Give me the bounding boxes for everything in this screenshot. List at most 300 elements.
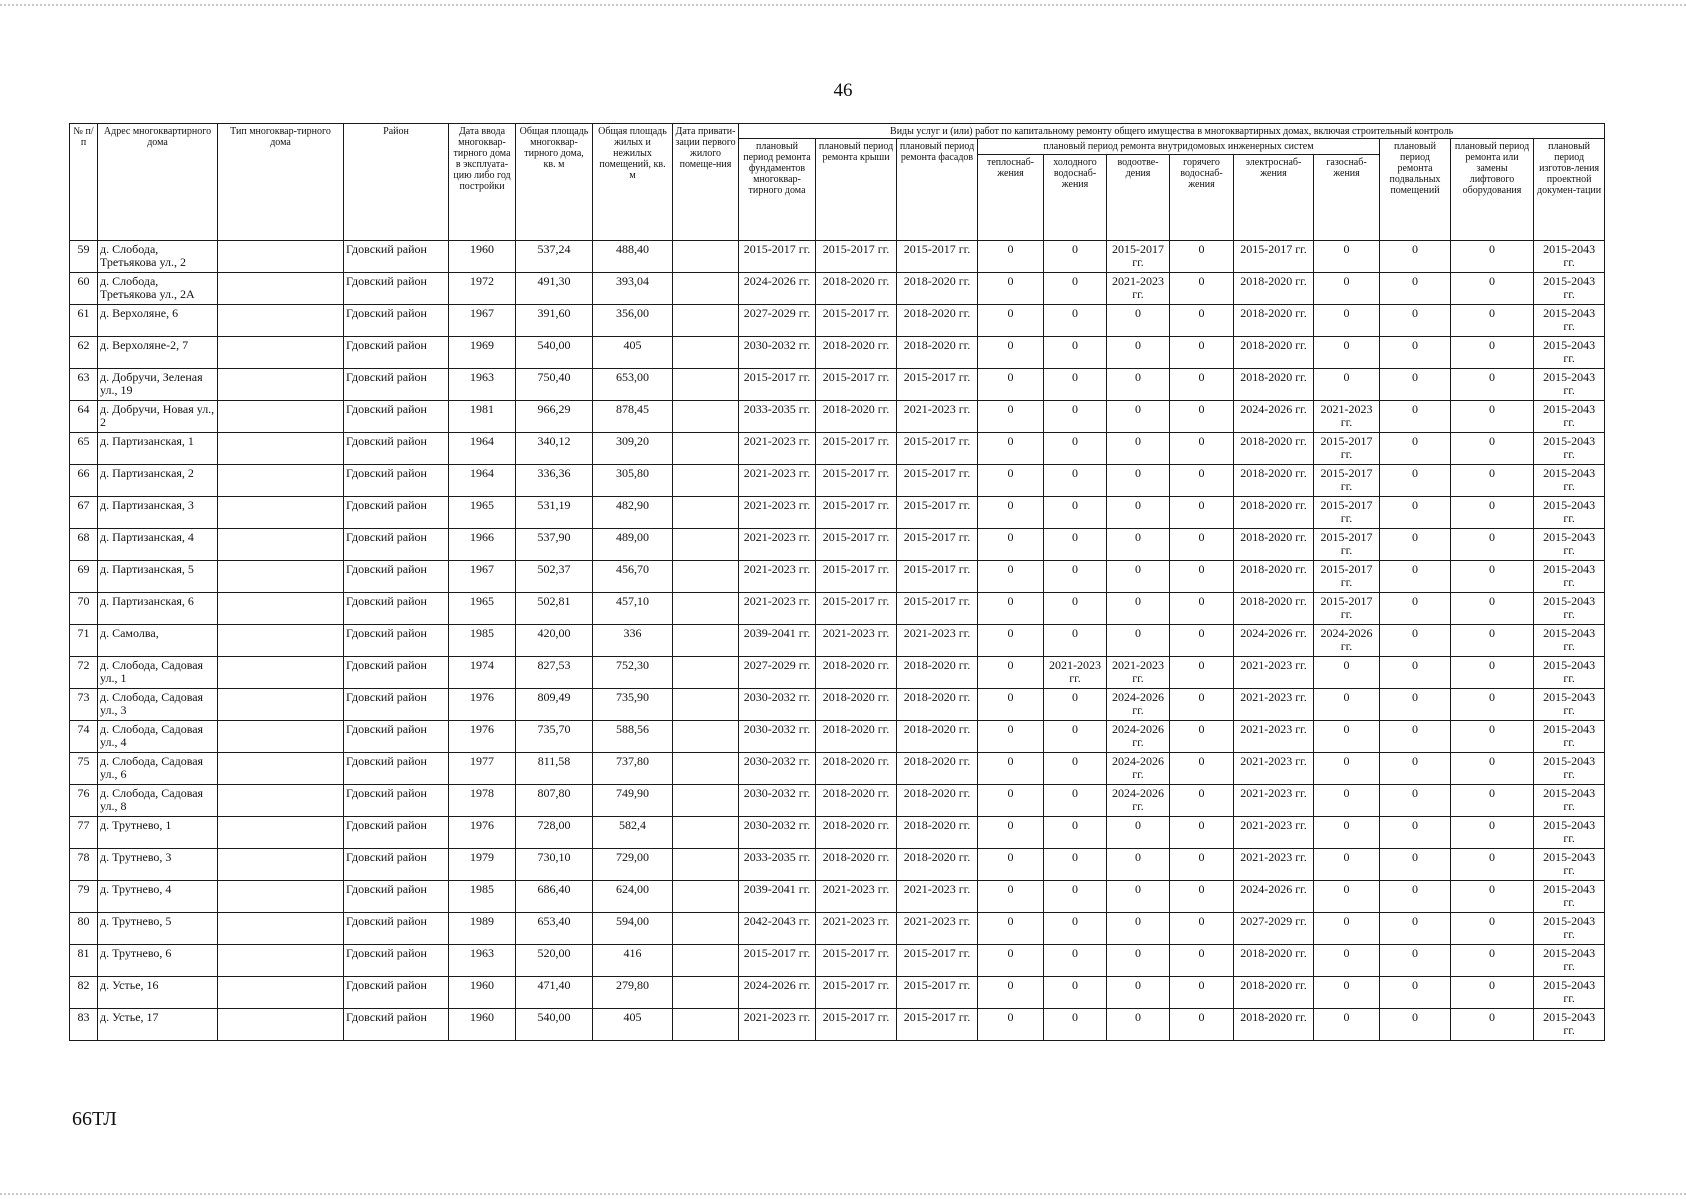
cell-district: Гдовский район [344,529,449,561]
cell-electric: 2021-2023 гг. [1234,753,1314,785]
header-foundation: плановый период ремонта фундаментов многоквар-тирного дома [739,139,816,241]
cell-privatization [673,529,739,561]
cell-elevator: 0 [1451,753,1534,785]
cell-address: д. Трутнево, 3 [98,849,218,881]
cell-elevator: 0 [1451,817,1534,849]
cell-roof: 2021-2023 гг. [816,881,897,913]
cell-year: 1974 [449,657,516,689]
cell-roof: 2018-2020 гг. [816,273,897,305]
cell-basement: 0 [1380,305,1451,337]
cell-basement: 0 [1380,689,1451,721]
cell-roof: 2018-2020 гг. [816,657,897,689]
cell-district: Гдовский район [344,753,449,785]
cell-living-area: 405 [593,1009,673,1041]
cell-heat: 0 [978,497,1044,529]
cell-basement: 0 [1380,753,1451,785]
cell-total-area: 686,40 [516,881,593,913]
cell-year: 1967 [449,561,516,593]
table-row [70,689,1605,721]
cell-drainage: 2015-2017 гг. [1107,241,1170,273]
cell-gas: 0 [1314,369,1380,401]
cell-foundation: 2027-2029 гг. [739,305,816,337]
cell-gas: 0 [1314,785,1380,817]
cell-facade: 2021-2023 гг. [897,401,978,433]
cell-basement: 0 [1380,881,1451,913]
cell-gas: 0 [1314,241,1380,273]
cell-house-type [218,529,344,561]
cell-house-type [218,721,344,753]
header-district: Район [344,124,449,241]
cell-foundation: 2030-2032 гг. [739,689,816,721]
cell-roof: 2015-2017 гг. [816,465,897,497]
cell-facade: 2015-2017 гг. [897,529,978,561]
cell-drainage: 2024-2026 гг. [1107,721,1170,753]
cell-total-area: 336,36 [516,465,593,497]
cell-year: 1967 [449,305,516,337]
cell-living-area: 488,40 [593,241,673,273]
cell-house-type [218,337,344,369]
cell-heat: 0 [978,1009,1044,1041]
cell-facade: 2018-2020 гг. [897,689,978,721]
cell-total-area: 827,53 [516,657,593,689]
cell-facade: 2015-2017 гг. [897,561,978,593]
cell-design-docs: 2015-2043 гг. [1534,657,1605,689]
header-hot-water: горячего водоснаб-жения [1170,155,1234,241]
cell-total-area: 391,60 [516,305,593,337]
cell-heat: 0 [978,433,1044,465]
cell-hot-water: 0 [1170,753,1234,785]
cell-hot-water: 0 [1170,977,1234,1009]
cell-year: 1964 [449,465,516,497]
cell-house-type [218,1009,344,1041]
cell-heat: 0 [978,337,1044,369]
cell-address: д. Самолва, [98,625,218,657]
cell-house-type [218,881,344,913]
cell-privatization [673,689,739,721]
cell-district: Гдовский район [344,689,449,721]
cell-address: д. Слобода, Садовая ул., 6 [98,753,218,785]
cell-address: д. Добручи, Новая ул., 2 [98,401,218,433]
cell-drainage: 2021-2023 гг. [1107,273,1170,305]
cell-design-docs: 2015-2043 гг. [1534,1009,1605,1041]
cell-heat: 0 [978,401,1044,433]
cell-year: 1966 [449,529,516,561]
table-row [70,785,1605,817]
cell-elevator: 0 [1451,785,1534,817]
cell-cold-water: 0 [1044,913,1107,945]
cell-total-area: 735,70 [516,721,593,753]
cell-address: д. Партизанская, 5 [98,561,218,593]
cell-gas: 2015-2017 гг. [1314,433,1380,465]
cell-privatization [673,433,739,465]
cell-gas: 0 [1314,305,1380,337]
cell-privatization [673,785,739,817]
cell-electric: 2018-2020 гг. [1234,433,1314,465]
cell-total-area: 653,40 [516,913,593,945]
cell-gas: 0 [1314,689,1380,721]
cell-hot-water: 0 [1170,401,1234,433]
cell-district: Гдовский район [344,241,449,273]
cell-foundation: 2015-2017 гг. [739,945,816,977]
cell-year: 1965 [449,593,516,625]
cell-privatization [673,273,739,305]
cell-foundation: 2030-2032 гг. [739,785,816,817]
cell-elevator: 0 [1451,721,1534,753]
cell-drainage: 0 [1107,593,1170,625]
cell-privatization [673,945,739,977]
cell-privatization [673,849,739,881]
cell-hot-water: 0 [1170,241,1234,273]
cell-design-docs: 2015-2043 гг. [1534,817,1605,849]
cell-electric: 2018-2020 гг. [1234,529,1314,561]
cell-gas: 2024-2026 гг. [1314,625,1380,657]
cell-hot-water: 0 [1170,721,1234,753]
cell-foundation: 2021-2023 гг. [739,433,816,465]
cell-num: 61 [70,305,98,337]
cell-facade: 2021-2023 гг. [897,625,978,657]
header-total-area: Общая площадь многоквар-тирного дома, кв. м [516,124,593,241]
table-body [70,241,1605,1041]
header-electric-supply: электроснаб-жения [1234,155,1314,241]
header-address: Адрес многоквартирного дома [98,124,218,241]
cell-drainage: 0 [1107,817,1170,849]
cell-district: Гдовский район [344,785,449,817]
cell-living-area: 482,90 [593,497,673,529]
cell-roof: 2018-2020 гг. [816,689,897,721]
cell-elevator: 0 [1451,1009,1534,1041]
cell-basement: 0 [1380,721,1451,753]
cell-total-area: 420,00 [516,625,593,657]
cell-year: 1960 [449,977,516,1009]
header-heat-supply: теплоснаб-жения [978,155,1044,241]
cell-facade: 2015-2017 гг. [897,1009,978,1041]
cell-electric: 2015-2017 гг. [1234,241,1314,273]
cell-living-area: 336 [593,625,673,657]
cell-district: Гдовский район [344,977,449,1009]
cell-heat: 0 [978,273,1044,305]
table-row [70,913,1605,945]
cell-foundation: 2039-2041 гг. [739,625,816,657]
cell-cold-water: 0 [1044,689,1107,721]
cell-privatization [673,753,739,785]
cell-address: д. Устье, 16 [98,977,218,1009]
cell-district: Гдовский район [344,561,449,593]
cell-num: 82 [70,977,98,1009]
cell-cold-water: 0 [1044,529,1107,561]
table-row [70,401,1605,433]
cell-elevator: 0 [1451,305,1534,337]
cell-drainage: 0 [1107,881,1170,913]
cell-living-area: 588,56 [593,721,673,753]
cell-facade: 2018-2020 гг. [897,753,978,785]
cell-hot-water: 0 [1170,689,1234,721]
header-house-type: Тип многоквар-тирного дома [218,124,344,241]
header-design-docs: плановый период изготов-ления проектной докумен-тации [1534,139,1605,241]
cell-district: Гдовский район [344,497,449,529]
cell-cold-water: 0 [1044,945,1107,977]
document-code: 66ТЛ [72,1108,117,1130]
cell-gas: 0 [1314,849,1380,881]
cell-hot-water: 0 [1170,817,1234,849]
cell-elevator: 0 [1451,241,1534,273]
cell-electric: 2018-2020 гг. [1234,945,1314,977]
cell-foundation: 2027-2029 гг. [739,657,816,689]
table-row [70,721,1605,753]
cell-living-area: 309,20 [593,433,673,465]
cell-num: 72 [70,657,98,689]
table-row [70,817,1605,849]
cell-foundation: 2021-2023 гг. [739,561,816,593]
cell-privatization [673,625,739,657]
cell-elevator: 0 [1451,849,1534,881]
cell-address: д. Слобода, Садовая ул., 3 [98,689,218,721]
cell-elevator: 0 [1451,881,1534,913]
cell-gas: 0 [1314,945,1380,977]
cell-roof: 2018-2020 гг. [816,337,897,369]
cell-electric: 2018-2020 гг. [1234,1009,1314,1041]
cell-electric: 2021-2023 гг. [1234,721,1314,753]
header-living-area: Общая площадь жилых и нежилых помещений, кв. м [593,124,673,241]
cell-num: 77 [70,817,98,849]
cell-year: 1965 [449,497,516,529]
cell-roof: 2015-2017 гг. [816,593,897,625]
cell-address: д. Трутнево, 4 [98,881,218,913]
cell-facade: 2018-2020 гг. [897,721,978,753]
cell-design-docs: 2015-2043 гг. [1534,849,1605,881]
cell-address: д. Верхоляне, 6 [98,305,218,337]
cell-design-docs: 2015-2043 гг. [1534,721,1605,753]
cell-living-area: 305,80 [593,465,673,497]
cell-electric: 2021-2023 гг. [1234,817,1314,849]
cell-roof: 2015-2017 гг. [816,369,897,401]
cell-roof: 2015-2017 гг. [816,561,897,593]
cell-address: д. Трутнево, 5 [98,913,218,945]
cell-year: 1963 [449,945,516,977]
cell-address: д. Трутнево, 6 [98,945,218,977]
cell-year: 1976 [449,817,516,849]
cell-drainage: 0 [1107,849,1170,881]
cell-privatization [673,305,739,337]
cell-foundation: 2021-2023 гг. [739,465,816,497]
cell-house-type [218,433,344,465]
cell-living-area: 752,30 [593,657,673,689]
cell-gas: 0 [1314,657,1380,689]
cell-privatization [673,817,739,849]
cell-address: д. Партизанская, 6 [98,593,218,625]
cell-privatization [673,337,739,369]
cell-gas: 0 [1314,1009,1380,1041]
table-row [70,945,1605,977]
table-row [70,497,1605,529]
cell-cold-water: 0 [1044,305,1107,337]
cell-living-area: 737,80 [593,753,673,785]
cell-hot-water: 0 [1170,369,1234,401]
cell-electric: 2018-2020 гг. [1234,593,1314,625]
cell-house-type [218,849,344,881]
cell-hot-water: 0 [1170,593,1234,625]
cell-district: Гдовский район [344,433,449,465]
cell-drainage: 0 [1107,433,1170,465]
cell-heat: 0 [978,785,1044,817]
cell-num: 78 [70,849,98,881]
cell-drainage: 0 [1107,1009,1170,1041]
header-elevator: плановый период ремонта или замены лифтового оборудования [1451,139,1534,241]
cell-total-area: 728,00 [516,817,593,849]
cell-cold-water: 0 [1044,785,1107,817]
scan-edge-bottom [0,1193,1686,1198]
cell-living-area: 749,90 [593,785,673,817]
cell-foundation: 2042-2043 гг. [739,913,816,945]
table-row [70,657,1605,689]
cell-hot-water: 0 [1170,625,1234,657]
cell-district: Гдовский район [344,657,449,689]
cell-heat: 0 [978,241,1044,273]
cell-roof: 2021-2023 гг. [816,913,897,945]
cell-heat: 0 [978,657,1044,689]
cell-privatization [673,977,739,1009]
cell-privatization [673,721,739,753]
cell-living-area: 878,45 [593,401,673,433]
cell-cold-water: 0 [1044,753,1107,785]
cell-electric: 2027-2029 гг. [1234,913,1314,945]
table-row [70,337,1605,369]
cell-year: 1972 [449,273,516,305]
cell-basement: 0 [1380,337,1451,369]
cell-design-docs: 2015-2043 гг. [1534,465,1605,497]
cell-basement: 0 [1380,817,1451,849]
cell-cold-water: 0 [1044,337,1107,369]
cell-elevator: 0 [1451,913,1534,945]
cell-total-area: 502,37 [516,561,593,593]
cell-heat: 0 [978,369,1044,401]
table-row [70,849,1605,881]
cell-address: д. Устье, 17 [98,1009,218,1041]
cell-num: 83 [70,1009,98,1041]
cell-roof: 2015-2017 гг. [816,241,897,273]
cell-facade: 2021-2023 гг. [897,913,978,945]
cell-basement: 0 [1380,273,1451,305]
cell-living-area: 735,90 [593,689,673,721]
cell-elevator: 0 [1451,945,1534,977]
cell-district: Гдовский район [344,401,449,433]
cell-district: Гдовский район [344,337,449,369]
cell-electric: 2018-2020 гг. [1234,369,1314,401]
cell-num: 73 [70,689,98,721]
cell-house-type [218,689,344,721]
cell-district: Гдовский район [344,817,449,849]
cell-roof: 2021-2023 гг. [816,625,897,657]
cell-foundation: 2030-2032 гг. [739,721,816,753]
cell-living-area: 653,00 [593,369,673,401]
cell-house-type [218,369,344,401]
cell-address: д. Партизанская, 1 [98,433,218,465]
cell-total-area: 807,80 [516,785,593,817]
cell-elevator: 0 [1451,337,1534,369]
cell-privatization [673,881,739,913]
cell-hot-water: 0 [1170,529,1234,561]
capital-repair-table [69,123,1605,1041]
cell-design-docs: 2015-2043 гг. [1534,273,1605,305]
cell-foundation: 2033-2035 гг. [739,849,816,881]
cell-privatization [673,593,739,625]
cell-house-type [218,401,344,433]
cell-roof: 2015-2017 гг. [816,529,897,561]
cell-year: 1963 [449,369,516,401]
table-header [70,124,1605,241]
cell-year: 1981 [449,401,516,433]
cell-electric: 2024-2026 гг. [1234,881,1314,913]
header-gas-supply: газоснаб-жения [1314,155,1380,241]
cell-hot-water: 0 [1170,273,1234,305]
page-number: 46 [833,80,853,101]
cell-gas: 2021-2023 гг. [1314,401,1380,433]
cell-basement: 0 [1380,497,1451,529]
cell-roof: 2018-2020 гг. [816,817,897,849]
cell-design-docs: 2015-2043 гг. [1534,337,1605,369]
cell-design-docs: 2015-2043 гг. [1534,785,1605,817]
cell-living-area: 729,00 [593,849,673,881]
cell-elevator: 0 [1451,529,1534,561]
cell-year: 1989 [449,913,516,945]
cell-elevator: 0 [1451,273,1534,305]
cell-total-area: 340,12 [516,433,593,465]
cell-privatization [673,561,739,593]
cell-drainage: 0 [1107,369,1170,401]
cell-num: 67 [70,497,98,529]
cell-hot-water: 0 [1170,1009,1234,1041]
cell-elevator: 0 [1451,433,1534,465]
cell-gas: 2015-2017 гг. [1314,561,1380,593]
cell-cold-water: 0 [1044,881,1107,913]
header-drainage: водоотве-дения [1107,155,1170,241]
cell-year: 1960 [449,241,516,273]
cell-gas: 2015-2017 гг. [1314,465,1380,497]
cell-privatization [673,497,739,529]
cell-roof: 2015-2017 гг. [816,305,897,337]
cell-basement: 0 [1380,401,1451,433]
cell-total-area: 809,49 [516,689,593,721]
cell-house-type [218,305,344,337]
cell-basement: 0 [1380,913,1451,945]
cell-drainage: 0 [1107,561,1170,593]
cell-basement: 0 [1380,369,1451,401]
cell-living-area: 405 [593,337,673,369]
cell-privatization [673,1009,739,1041]
cell-total-area: 750,40 [516,369,593,401]
cell-foundation: 2030-2032 гг. [739,817,816,849]
cell-facade: 2018-2020 гг. [897,337,978,369]
cell-electric: 2024-2026 гг. [1234,401,1314,433]
cell-year: 1978 [449,785,516,817]
cell-basement: 0 [1380,529,1451,561]
cell-hot-water: 0 [1170,945,1234,977]
cell-roof: 2018-2020 гг. [816,849,897,881]
cell-foundation: 2015-2017 гг. [739,241,816,273]
cell-electric: 2021-2023 гг. [1234,689,1314,721]
cell-elevator: 0 [1451,497,1534,529]
cell-house-type [218,657,344,689]
table-row [70,241,1605,273]
header-roof: плановый период ремонта крыши [816,139,897,241]
cell-num: 76 [70,785,98,817]
cell-total-area: 966,29 [516,401,593,433]
cell-privatization [673,913,739,945]
cell-living-area: 393,04 [593,273,673,305]
cell-elevator: 0 [1451,593,1534,625]
table-row [70,593,1605,625]
cell-num: 62 [70,337,98,369]
table-row [70,273,1605,305]
